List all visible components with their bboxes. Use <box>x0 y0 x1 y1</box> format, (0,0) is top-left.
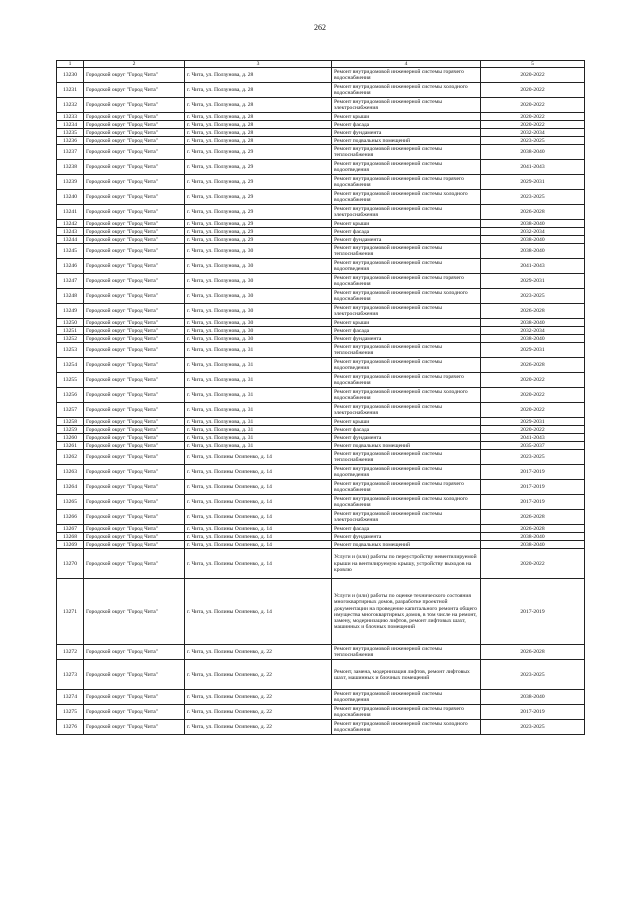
row-number: 13251 <box>57 327 84 335</box>
row-number: 13249 <box>57 304 84 319</box>
work-type-cell: Ремонт внутридомовой инженерной системы холодного водоснабжения <box>332 190 481 205</box>
table-row <box>57 720 585 735</box>
address-cell: г. Чита, ул. Полины Осипенко, д. 14 <box>185 533 332 541</box>
work-type-cell: Ремонт внутридомовой инженерной системы теплоснабжения <box>332 343 481 358</box>
row-number: 13261 <box>57 442 84 450</box>
row-number: 13275 <box>57 705 84 720</box>
work-type-cell: Ремонт внутридомовой инженерной системы водоотведения <box>332 465 481 480</box>
municipality-cell: Городской округ "Город Чита" <box>84 327 185 335</box>
work-type-cell: Ремонт внутридомовой инженерной системы электроснабжения <box>332 304 481 319</box>
municipality-cell: Городской округ "Город Чита" <box>84 403 185 418</box>
work-type-cell: Ремонт внутридомовой инженерной системы горячего водоснабжения <box>332 274 481 289</box>
row-number: 13230 <box>57 68 84 83</box>
table-row <box>57 259 585 274</box>
table-row <box>57 442 585 450</box>
table-row <box>57 450 585 465</box>
work-type-cell: Ремонт внутридомовой инженерной системы водоотведения <box>332 160 481 175</box>
municipality-cell: Городской округ "Город Чита" <box>84 426 185 434</box>
row-number: 13241 <box>57 205 84 220</box>
row-number: 13239 <box>57 175 84 190</box>
period-cell: 2038-2040 <box>481 541 585 549</box>
row-number: 13273 <box>57 660 84 690</box>
address-cell: г. Чита, ул. Полины Осипенко, д. 22 <box>185 660 332 690</box>
work-type-cell: Ремонт внутридомовой инженерной системы теплоснабжения <box>332 645 481 660</box>
column-header-3: 3 <box>185 61 332 68</box>
period-cell: 2026-2028 <box>481 645 585 660</box>
address-cell: г. Чита, ул. Ползунова, д. 31 <box>185 358 332 373</box>
period-cell: 2017-2019 <box>481 465 585 480</box>
address-cell: г. Чита, ул. Ползунова, д. 30 <box>185 259 332 274</box>
work-type-cell: Ремонт внутридомовой инженерной системы холодного водоснабжения <box>332 83 481 98</box>
period-cell: 2023-2025 <box>481 720 585 735</box>
municipality-cell: Городской округ "Город Чита" <box>84 388 185 403</box>
work-type-cell: Ремонт фасада <box>332 525 481 533</box>
row-number: 13274 <box>57 690 84 705</box>
period-cell: 2038-2040 <box>481 220 585 228</box>
row-number: 13260 <box>57 434 84 442</box>
row-number: 13234 <box>57 121 84 129</box>
row-number: 13252 <box>57 335 84 343</box>
work-type-cell: Ремонт крыши <box>332 113 481 121</box>
row-number: 13243 <box>57 228 84 236</box>
column-header-2: 2 <box>84 61 185 68</box>
table-row <box>57 129 585 137</box>
period-cell: 2020-2022 <box>481 98 585 113</box>
table-row <box>57 579 585 645</box>
period-cell: 2020-2022 <box>481 388 585 403</box>
work-type-cell: Ремонт внутридомовой инженерной системы холодного водоснабжения <box>332 495 481 510</box>
period-cell: 2038-2040 <box>481 690 585 705</box>
table-row <box>57 190 585 205</box>
municipality-cell: Городской округ "Город Чита" <box>84 495 185 510</box>
table-row <box>57 335 585 343</box>
municipality-cell: Городской округ "Город Чита" <box>84 244 185 259</box>
row-number: 13259 <box>57 426 84 434</box>
municipality-cell: Городской округ "Город Чита" <box>84 373 185 388</box>
row-number: 13272 <box>57 645 84 660</box>
municipality-cell: Городской округ "Город Чита" <box>84 690 185 705</box>
work-type-cell: Ремонт фасада <box>332 228 481 236</box>
period-cell: 2020-2022 <box>481 549 585 579</box>
row-number: 13267 <box>57 525 84 533</box>
municipality-cell: Городской округ "Город Чита" <box>84 145 185 160</box>
address-cell: г. Чита, ул. Ползунова, д. 30 <box>185 274 332 289</box>
row-number: 13270 <box>57 549 84 579</box>
row-number: 13233 <box>57 113 84 121</box>
work-type-cell: Ремонт подвальных помещений <box>332 541 481 549</box>
row-number: 13254 <box>57 358 84 373</box>
address-cell: г. Чита, ул. Ползунова, д. 30 <box>185 244 332 259</box>
table-row <box>57 244 585 259</box>
row-number: 13235 <box>57 129 84 137</box>
table-header-row <box>57 61 585 68</box>
address-cell: г. Чита, ул. Полины Осипенко, д. 22 <box>185 690 332 705</box>
table-row <box>57 137 585 145</box>
period-cell: 2020-2022 <box>481 83 585 98</box>
table-row <box>57 541 585 549</box>
address-cell: г. Чита, ул. Ползунова, д. 29 <box>185 145 332 160</box>
address-cell: г. Чита, ул. Полины Осипенко, д. 14 <box>185 579 332 645</box>
row-number: 13245 <box>57 244 84 259</box>
address-cell: г. Чита, ул. Ползунова, д. 28 <box>185 98 332 113</box>
table-row <box>57 343 585 358</box>
municipality-cell: Городской округ "Город Чита" <box>84 274 185 289</box>
period-cell: 2041-2043 <box>481 259 585 274</box>
period-cell: 2038-2040 <box>481 244 585 259</box>
period-cell: 2020-2022 <box>481 426 585 434</box>
period-cell: 2038-2040 <box>481 533 585 541</box>
row-number: 13232 <box>57 98 84 113</box>
work-type-cell: Ремонт фундамента <box>332 434 481 442</box>
address-cell: г. Чита, ул. Полины Осипенко, д. 14 <box>185 510 332 525</box>
address-cell: г. Чита, ул. Полины Осипенко, д. 22 <box>185 645 332 660</box>
table-row <box>57 705 585 720</box>
period-cell: 2032-2034 <box>481 327 585 335</box>
period-cell: 2026-2028 <box>481 205 585 220</box>
period-cell: 2017-2019 <box>481 495 585 510</box>
table-row <box>57 228 585 236</box>
municipality-cell: Городской округ "Город Чита" <box>84 533 185 541</box>
period-cell: 2032-2034 <box>481 228 585 236</box>
row-number: 13266 <box>57 510 84 525</box>
row-number: 13242 <box>57 220 84 228</box>
period-cell: 2041-2043 <box>481 434 585 442</box>
table-row <box>57 289 585 304</box>
municipality-cell: Городской округ "Город Чита" <box>84 343 185 358</box>
address-cell: г. Чита, ул. Ползунова, д. 31 <box>185 434 332 442</box>
municipality-cell: Городской округ "Город Чита" <box>84 442 185 450</box>
capital-repair-table <box>56 60 585 735</box>
period-cell: 2029-2031 <box>481 418 585 426</box>
table-row <box>57 480 585 495</box>
table-row <box>57 68 585 83</box>
address-cell: г. Чита, ул. Ползунова, д. 31 <box>185 442 332 450</box>
table-row <box>57 113 585 121</box>
work-type-cell: Ремонт крыши <box>332 418 481 426</box>
period-cell: 2029-2031 <box>481 274 585 289</box>
table-row <box>57 645 585 660</box>
work-type-cell: Ремонт фасада <box>332 426 481 434</box>
period-cell: 2017-2019 <box>481 480 585 495</box>
municipality-cell: Городской округ "Город Чита" <box>84 480 185 495</box>
address-cell: г. Чита, ул. Ползунова, д. 29 <box>185 236 332 244</box>
address-cell: г. Чита, ул. Полины Осипенко, д. 14 <box>185 525 332 533</box>
address-cell: г. Чита, ул. Ползунова, д. 31 <box>185 426 332 434</box>
row-number: 13271 <box>57 579 84 645</box>
period-cell: 2023-2025 <box>481 190 585 205</box>
work-type-cell: Ремонт фундамента <box>332 533 481 541</box>
table-row <box>57 426 585 434</box>
work-type-cell: Ремонт фундамента <box>332 129 481 137</box>
address-cell: г. Чита, ул. Ползунова, д. 31 <box>185 388 332 403</box>
work-type-cell: Ремонт внутридомовой инженерной системы теплоснабжения <box>332 244 481 259</box>
work-type-cell: Ремонт внутридомовой инженерной системы водоотведения <box>332 358 481 373</box>
address-cell: г. Чита, ул. Ползунова, д. 30 <box>185 289 332 304</box>
row-number: 13253 <box>57 343 84 358</box>
municipality-cell: Городской округ "Город Чита" <box>84 220 185 228</box>
column-header-1: 1 <box>57 61 84 68</box>
table-row <box>57 236 585 244</box>
municipality-cell: Городской округ "Город Чита" <box>84 358 185 373</box>
table-row <box>57 403 585 418</box>
municipality-cell: Городской округ "Город Чита" <box>84 579 185 645</box>
municipality-cell: Городской округ "Город Чита" <box>84 175 185 190</box>
page-number: 262 <box>314 23 326 32</box>
row-number: 13265 <box>57 495 84 510</box>
address-cell: г. Чита, ул. Ползунова, д. 31 <box>185 403 332 418</box>
municipality-cell: Городской округ "Город Чита" <box>84 705 185 720</box>
work-type-cell: Ремонт крыши <box>332 319 481 327</box>
column-header-4: 4 <box>332 61 481 68</box>
municipality-cell: Городской округ "Город Чита" <box>84 450 185 465</box>
table-row <box>57 510 585 525</box>
period-cell: 2020-2022 <box>481 121 585 129</box>
table-row <box>57 690 585 705</box>
table-row <box>57 434 585 442</box>
municipality-cell: Городской округ "Город Чита" <box>84 335 185 343</box>
work-type-cell: Ремонт подвальных помещений <box>332 442 481 450</box>
row-number: 13237 <box>57 145 84 160</box>
municipality-cell: Городской округ "Город Чита" <box>84 510 185 525</box>
period-cell: 2038-2040 <box>481 236 585 244</box>
address-cell: г. Чита, ул. Ползунова, д. 31 <box>185 343 332 358</box>
municipality-cell: Городской округ "Город Чита" <box>84 289 185 304</box>
period-cell: 2041-2043 <box>481 160 585 175</box>
address-cell: г. Чита, ул. Ползунова, д. 28 <box>185 137 332 145</box>
municipality-cell: Городской округ "Город Чита" <box>84 137 185 145</box>
table-row <box>57 83 585 98</box>
municipality-cell: Городской округ "Город Чита" <box>84 418 185 426</box>
table-row <box>57 533 585 541</box>
period-cell: 2029-2031 <box>481 343 585 358</box>
address-cell: г. Чита, ул. Ползунова, д. 30 <box>185 304 332 319</box>
period-cell: 2026-2028 <box>481 525 585 533</box>
table-row <box>57 525 585 533</box>
municipality-cell: Городской округ "Город Чита" <box>84 205 185 220</box>
work-type-cell: Ремонт внутридомовой инженерной системы горячего водоснабжения <box>332 68 481 83</box>
work-type-cell: Ремонт внутридомовой инженерной системы холодного водоснабжения <box>332 720 481 735</box>
work-type-cell: Ремонт внутридомовой инженерной системы водоотведения <box>332 690 481 705</box>
table-row <box>57 160 585 175</box>
municipality-cell: Городской округ "Город Чита" <box>84 549 185 579</box>
address-cell: г. Чита, ул. Ползунова, д. 31 <box>185 373 332 388</box>
row-number: 13255 <box>57 373 84 388</box>
work-type-cell: Ремонт внутридомовой инженерной системы горячего водоснабжения <box>332 705 481 720</box>
table-row <box>57 319 585 327</box>
table-row <box>57 388 585 403</box>
address-cell: г. Чита, ул. Ползунова, д. 31 <box>185 418 332 426</box>
address-cell: г. Чита, ул. Полины Осипенко, д. 14 <box>185 541 332 549</box>
municipality-cell: Городской округ "Город Чита" <box>84 228 185 236</box>
address-cell: г. Чита, ул. Полины Осипенко, д. 22 <box>185 720 332 735</box>
row-number: 13246 <box>57 259 84 274</box>
period-cell: 2023-2025 <box>481 289 585 304</box>
work-type-cell: Ремонт, замена, модернизация лифтов, ремонт лифтовых шахт, машинных и блочных помещений <box>332 660 481 690</box>
table-row <box>57 175 585 190</box>
municipality-cell: Городской округ "Город Чита" <box>84 720 185 735</box>
table-row <box>57 373 585 388</box>
period-cell: 2023-2025 <box>481 660 585 690</box>
period-cell: 2038-2040 <box>481 319 585 327</box>
period-cell: 2017-2019 <box>481 705 585 720</box>
work-type-cell: Ремонт внутридомовой инженерной системы электроснабжения <box>332 403 481 418</box>
period-cell: 2026-2028 <box>481 304 585 319</box>
work-type-cell: Ремонт фундамента <box>332 236 481 244</box>
period-cell: 2026-2028 <box>481 510 585 525</box>
municipality-cell: Городской округ "Город Чита" <box>84 113 185 121</box>
municipality-cell: Городской округ "Город Чита" <box>84 160 185 175</box>
address-cell: г. Чита, ул. Ползунова, д. 29 <box>185 228 332 236</box>
table-row <box>57 495 585 510</box>
table-row <box>57 205 585 220</box>
municipality-cell: Городской округ "Город Чита" <box>84 121 185 129</box>
address-cell: г. Чита, ул. Полины Осипенко, д. 14 <box>185 549 332 579</box>
address-cell: г. Чита, ул. Ползунова, д. 30 <box>185 335 332 343</box>
table-row <box>57 121 585 129</box>
row-number: 13269 <box>57 541 84 549</box>
address-cell: г. Чита, ул. Полины Осипенко, д. 14 <box>185 450 332 465</box>
address-cell: г. Чита, ул. Полины Осипенко, д. 14 <box>185 480 332 495</box>
period-cell: 2023-2025 <box>481 137 585 145</box>
work-type-cell: Ремонт фасада <box>332 327 481 335</box>
period-cell: 2023-2025 <box>481 450 585 465</box>
work-type-cell: Ремонт внутридомовой инженерной системы водоотведения <box>332 259 481 274</box>
address-cell: г. Чита, ул. Ползунова, д. 29 <box>185 160 332 175</box>
row-number: 13238 <box>57 160 84 175</box>
municipality-cell: Городской округ "Город Чита" <box>84 660 185 690</box>
work-type-cell: Ремонт крыши <box>332 220 481 228</box>
municipality-cell: Городской округ "Город Чита" <box>84 236 185 244</box>
address-cell: г. Чита, ул. Ползунова, д. 29 <box>185 175 332 190</box>
row-number: 13248 <box>57 289 84 304</box>
address-cell: г. Чита, ул. Ползунова, д. 28 <box>185 129 332 137</box>
address-cell: г. Чита, ул. Ползунова, д. 28 <box>185 68 332 83</box>
municipality-cell: Городской округ "Город Чита" <box>84 129 185 137</box>
address-cell: г. Чита, ул. Ползунова, д. 30 <box>185 327 332 335</box>
row-number: 13236 <box>57 137 84 145</box>
row-number: 13264 <box>57 480 84 495</box>
municipality-cell: Городской округ "Город Чита" <box>84 190 185 205</box>
municipality-cell: Городской округ "Город Чита" <box>84 525 185 533</box>
period-cell: 2029-2031 <box>481 175 585 190</box>
table-row <box>57 358 585 373</box>
row-number: 13263 <box>57 465 84 480</box>
work-type-cell: Ремонт подвальных помещений <box>332 137 481 145</box>
address-cell: г. Чита, ул. Полины Осипенко, д. 14 <box>185 465 332 480</box>
table-row <box>57 549 585 579</box>
period-cell: 2020-2022 <box>481 68 585 83</box>
municipality-cell: Городской округ "Город Чита" <box>84 68 185 83</box>
table-row <box>57 304 585 319</box>
row-number: 13257 <box>57 403 84 418</box>
period-cell: 2026-2028 <box>481 358 585 373</box>
work-type-cell: Ремонт внутридомовой инженерной системы горячего водоснабжения <box>332 480 481 495</box>
work-type-cell: Услуги и (или) работы по оценке технического состояния многоквартирных домов, разработке проектной документации на проведение капитального ремонта общего имущества многоквартирных домов, в том числе на ремонт, замену, модернизацию лифтов, ремонт лифтовых шахт, машинных и блочных помещений <box>332 579 481 645</box>
period-cell: 2020-2022 <box>481 113 585 121</box>
municipality-cell: Городской округ "Город Чита" <box>84 98 185 113</box>
work-type-cell: Ремонт фундамента <box>332 335 481 343</box>
row-number: 13244 <box>57 236 84 244</box>
municipality-cell: Городской округ "Город Чита" <box>84 259 185 274</box>
row-number: 13247 <box>57 274 84 289</box>
municipality-cell: Городской округ "Город Чита" <box>84 304 185 319</box>
work-type-cell: Ремонт внутридомовой инженерной системы теплоснабжения <box>332 450 481 465</box>
municipality-cell: Городской округ "Город Чита" <box>84 541 185 549</box>
column-header-5: 5 <box>481 61 585 68</box>
address-cell: г. Чита, ул. Полины Осипенко, д. 22 <box>185 705 332 720</box>
work-type-cell: Ремонт внутридомовой инженерной системы горячего водоснабжения <box>332 175 481 190</box>
work-type-cell: Ремонт внутридомовой инженерной системы холодного водоснабжения <box>332 289 481 304</box>
row-number: 13240 <box>57 190 84 205</box>
municipality-cell: Городской округ "Город Чита" <box>84 319 185 327</box>
work-type-cell: Ремонт внутридомовой инженерной системы электроснабжения <box>332 205 481 220</box>
period-cell: 2038-2040 <box>481 335 585 343</box>
table-row <box>57 274 585 289</box>
address-cell: г. Чита, ул. Ползунова, д. 28 <box>185 83 332 98</box>
table-row <box>57 220 585 228</box>
address-cell: г. Чита, ул. Ползунова, д. 30 <box>185 319 332 327</box>
municipality-cell: Городской округ "Город Чита" <box>84 465 185 480</box>
row-number: 13258 <box>57 418 84 426</box>
table-row <box>57 98 585 113</box>
work-type-cell: Услуги и (или) работы по переустройству невентилируемой крыши на вентилируемую крышу, устройству выходов на кровлю <box>332 549 481 579</box>
table-row <box>57 660 585 690</box>
work-type-cell: Ремонт внутридомовой инженерной системы горячего водоснабжения <box>332 373 481 388</box>
period-cell: 2035-2037 <box>481 442 585 450</box>
work-type-cell: Ремонт внутридомовой инженерной системы электроснабжения <box>332 98 481 113</box>
address-cell: г. Чита, ул. Ползунова, д. 29 <box>185 190 332 205</box>
address-cell: г. Чита, ул. Ползунова, д. 29 <box>185 220 332 228</box>
municipality-cell: Городской округ "Город Чита" <box>84 645 185 660</box>
row-number: 13250 <box>57 319 84 327</box>
period-cell: 2017-2019 <box>481 579 585 645</box>
row-number: 13268 <box>57 533 84 541</box>
period-cell: 2038-2040 <box>481 145 585 160</box>
municipality-cell: Городской округ "Город Чита" <box>84 434 185 442</box>
address-cell: г. Чита, ул. Полины Осипенко, д. 14 <box>185 495 332 510</box>
address-cell: г. Чита, ул. Ползунова, д. 28 <box>185 113 332 121</box>
table-row <box>57 418 585 426</box>
work-type-cell: Ремонт внутридомовой инженерной системы холодного водоснабжения <box>332 388 481 403</box>
row-number: 13231 <box>57 83 84 98</box>
period-cell: 2020-2022 <box>481 403 585 418</box>
row-number: 13276 <box>57 720 84 735</box>
work-type-cell: Ремонт внутридомовой инженерной системы электроснабжения <box>332 510 481 525</box>
period-cell: 2032-2034 <box>481 129 585 137</box>
table-row <box>57 327 585 335</box>
table-row <box>57 465 585 480</box>
work-type-cell: Ремонт фасада <box>332 121 481 129</box>
row-number: 13256 <box>57 388 84 403</box>
period-cell: 2020-2022 <box>481 373 585 388</box>
row-number: 13262 <box>57 450 84 465</box>
table-row <box>57 145 585 160</box>
address-cell: г. Чита, ул. Ползунова, д. 28 <box>185 121 332 129</box>
address-cell: г. Чита, ул. Ползунова, д. 29 <box>185 205 332 220</box>
work-type-cell: Ремонт внутридомовой инженерной системы теплоснабжения <box>332 145 481 160</box>
municipality-cell: Городской округ "Город Чита" <box>84 83 185 98</box>
